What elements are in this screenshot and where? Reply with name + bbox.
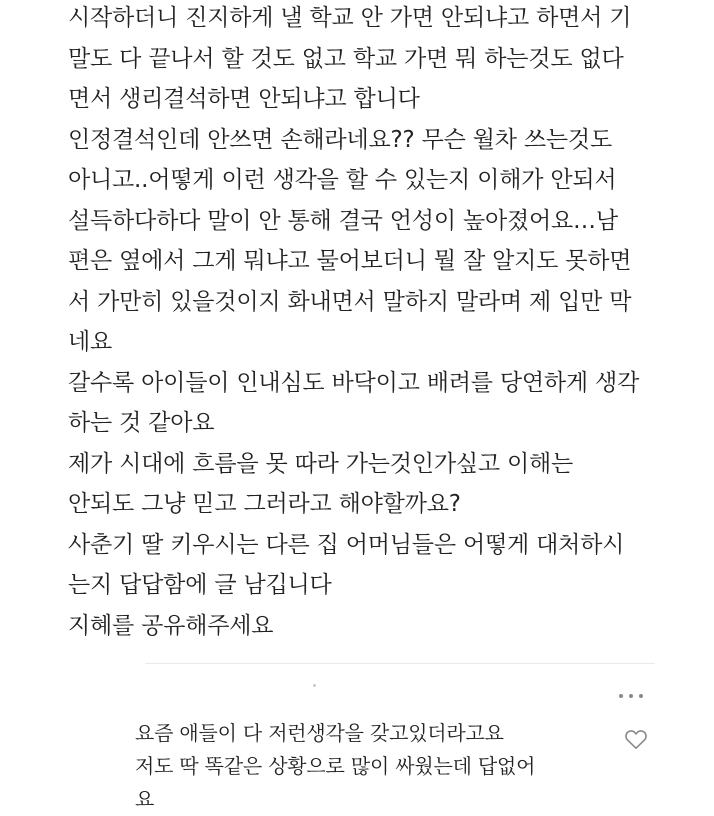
more-dot <box>629 694 633 698</box>
post-line: 아니고..어떻게 이런 생각을 할 수 있는지 이해가 안되서 <box>68 167 617 193</box>
post-line: 말도 다 끝나서 할 것도 없고 학교 가면 뭐 하는것도 없다 <box>68 45 624 72</box>
post-line: 하는 것 같아요 <box>68 410 215 436</box>
post-line: 네요 <box>68 329 113 355</box>
post-line: 는지 답답함에 글 남깁니다 <box>68 572 332 598</box>
more-horizontal-icon[interactable] <box>619 692 643 700</box>
post-line: 인정결석인데 안쓰면 손해라네요?? 무슨 월차 쓰는것도 <box>68 126 612 153</box>
post-line: 사춘기 딸 키우시는 다른 집 어머님들은 어떻게 대처하시 <box>68 531 625 558</box>
more-dot <box>639 694 643 698</box>
post-line: 갈수록 아이들이 인내심도 바닥이고 배려를 당연하게 생각 <box>68 369 640 396</box>
comment-text-line: 요 <box>135 787 155 811</box>
comment-text-line: 저도 딱 똑같은 상황으로 많이 싸웠는데 답없어 <box>135 754 536 778</box>
post-line: 면서 생리결석하면 안되냐고 합니다 <box>68 86 420 112</box>
comment-text-line: 요즘 애들이 다 저런생각을 갖고있더라고요 <box>135 721 504 745</box>
post-line: 서 가만히 있을것이지 화내면서 말하지 말라며 제 입만 막 <box>68 288 632 315</box>
post-line: 시작하더니 진지하게 낼 학교 안 가면 안되냐고 하면서 기 <box>68 5 632 31</box>
comment-item <box>135 717 605 816</box>
post-line: 편은 옆에서 그게 뭐냐고 물어보더니 뭘 잘 알지도 못하면 <box>68 248 632 274</box>
comment-divider <box>145 663 655 664</box>
separator-dot <box>313 684 316 687</box>
post-line: 지혜를 공유해주세요 <box>68 612 274 639</box>
post-line: 제가 시대에 흐름을 못 따라 가는것인가싶고 이해는 <box>68 450 574 477</box>
more-dot <box>619 694 623 698</box>
post-line: 설득하다하다 말이 안 통해 결국 언성이 높아졌어요…남 <box>68 207 618 234</box>
post-line: 안되도 그냥 믿고 그러라고 해야할까요? <box>68 491 461 517</box>
post-body <box>68 0 708 646</box>
heart-icon[interactable] <box>624 728 648 750</box>
